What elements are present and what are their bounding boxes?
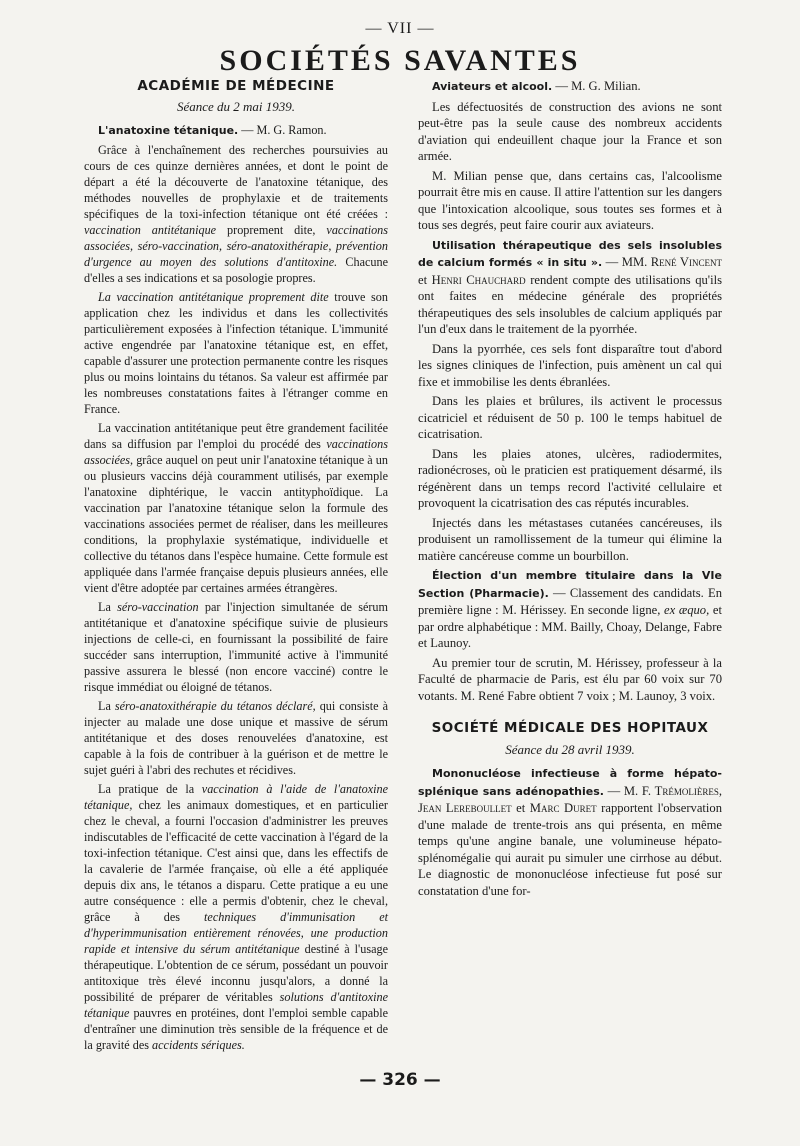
paragraph: Dans les plaies atones, ulcères, radiodermites, radionécroses, où le praticien est pratiquement désarmé, ils régénèrent dans un temps record l'activité cellulaire et provoquent la cicatrisation des cas réputés incurables. bbox=[418, 446, 722, 510]
paragraph: Dans la pyorrhée, ces sels font disparaître tout d'abord les signes cliniques de l'infection, puis amènent un cal qui fixe et immobilise les dents ébranlées. bbox=[418, 341, 722, 389]
section-title-hopitaux: SOCIÉTÉ MÉDICALE DES HOPITAUX bbox=[431, 720, 709, 736]
page-number: — 326 — bbox=[359, 1070, 441, 1090]
paragraph: La vaccination antitétanique proprement dite trouve son application chez les individus et dans les collectivités particulièrement exposées à l'infection tétanique. L'immunité active engendrée par l'anatoxine tétanique est, en effet, capable d'assurer une protection permanente contre les risques plus ou moins lointains du tétanos. Sa valeur est affirmée par les nombreuses constatations faites à l'étranger comme en France. bbox=[84, 290, 388, 416]
topic-calcium: Utilisation thérapeutique des sels insolubles de calcium formés « in situ ». — MM. René Vincent et Henri Chauchard rendent compte des utilisations qu'ils ont faites en médecine générale des propriétés thérapeutiques des sels insolubles de calcium appliqués par l'un d'eux dans le traitement de la pyorrhée. bbox=[418, 238, 722, 336]
page-headline: SOCIÉTÉS SAVANTES bbox=[219, 44, 581, 77]
topic-anatoxine bbox=[84, 122, 388, 139]
paragraph: La séro-anatoxithérapie du tétanos déclaré, qui consiste à injecter au malade une dose unique et massive de sérum antitétanique et des doses renouvelées d'anatoxine, est capable à la fois de contribuer à la guérison et de mettre le sujet guéri à l'abri des rechutes et récidives. bbox=[84, 699, 388, 777]
paragraph: M. Milian pense que, dans certains cas, l'alcoolisme pourrait être mis en cause. Il attire l'attention sur les dangers que l'intoxication alcoolique, sous toutes ses formes et à tous ses degrés, peut faire courir aux aviateurs. bbox=[418, 168, 722, 232]
section-date-academie: Séance du 2 mai 1939. bbox=[176, 99, 296, 114]
left-column bbox=[84, 78, 388, 1053]
paragraph: Injectés dans les métastases cutanées cancéreuses, ils produisent un ramollissement de la tumeur qui élimine la matière cancéreuse comme un bourbillon. bbox=[418, 515, 722, 563]
paragraph: Au premier tour de scrutin, M. Hérissey, professeur à la Faculté de pharmacie de Paris, est élu par 60 voix sur 70 votants. M. René Fabre obtient 7 voix ; M. Launoy, 3 voix. bbox=[418, 655, 722, 703]
paragraph: Grâce à l'enchaînement des recherches poursuivies au cours de ces quinze dernières années, et dont le point de départ a été la découverte de l'anatoxine tétanique, des méthodes nouvelles de prophylaxie et de traitements spécifiques de la toxi-infection tétanique ont été créées : vaccination antitétanique proprement dite, vaccinations associées, séro-vaccination, séro-anatoxithérapie, prévention d'urgence au moyen des solutions d'antitoxine. Chacune d'elles a ses indications et sa posologie propres. bbox=[84, 143, 389, 285]
section-title-academie: ACADÉMIE DE MÉDECINE bbox=[137, 78, 335, 94]
section-date-hopitaux: Séance du 28 avril 1939. bbox=[505, 741, 635, 757]
topic-election: Élection d'un membre titulaire dans la VIe Section (Pharmacie). — Classement des candidats. En première ligne : M. Hérissey. En seconde ligne, ex æquo, et par ordre alphabétique : MM. Bailly, Choay, Delange, Fabre et Launoy. bbox=[418, 569, 722, 650]
roman-page-numeral: — VII — bbox=[365, 20, 435, 37]
topic-title: L'anatoxine tétanique. bbox=[98, 124, 239, 137]
paragraph: La pratique de la vaccination à l'aide de l'anatoxine tétanique, chez les animaux domestiques, et en particulier chez le cheval, a fourni l'occasion d'administrer les preuves indiscutables de l'efficacité de cette vaccination à l'égard de la toxi-infection tétanique. C'est ainsi que, dans les effectifs de la cavalerie de l'armée française, où elle a été appliquée depuis dix ans, le tétanos a disparu. Cette pratique a eu une autre conséquence : elle a permis d'obtenir, chez le cheval, grâce à des techniques d'immunisation et d'hyperimmunisation entièrement rénovées, une production rapide et intensive du sérum antitétanique destiné à l'usage thérapeutique. L'obtention de ce sérum, possédant un pouvoir antitoxique très élevé inconnu jusqu'alors, a donné la possibilité de préparer de véritables solutions d'antitoxine tétanique pauvres en protéines, dont l'emploi semble capable d'entraîner une diminution très sensible de la fréquence et de la gravité des accidents sériques. bbox=[84, 782, 388, 1052]
topic-mononucleose: Mononucléose infectieuse à forme hépato-splénique sans adénopathies. — M. F. Trémolières, Jean Lereboullet et Marc Duret rapportent l'observation d'une malade de trente-trois ans qui présenta, en même temps qu'une angine banale, une volumineuse hépato-splénomégalie qui aurait pu simuler une cirrhose au début. Le diagnostic de mononucléose infectieuse fut posé sur constatation d'une for- bbox=[418, 767, 722, 898]
paragraph: La vaccination antitétanique peut être grandement facilitée dans sa diffusion par l'emploi du procédé des vaccinations associées, grâce auquel on peut unir l'anatoxine tétanique à un ou plusieurs vaccins déjà couramment utilisés, par exemple l'anatoxine diphtérique, le vaccin antityphoïdique. La vaccination par l'anatoxine tétanique selon la formule des vaccinations associées permet de réaliser, dans les meilleures conditions, la prophylaxie systématique, individuelle et collective du tétanos dans l'espèce humaine. Cette formule est appliquée dans l'armée française depuis plusieurs années, elle vient d'être adoptée par certaines armées étrangères. bbox=[84, 421, 388, 595]
topic-aviateurs: Aviateurs et alcool. — M. G. Milian. bbox=[432, 79, 641, 93]
paragraph: Les défectuosités de construction des avions ne sont peut-être pas la seule cause des nombreux accidents d'aviation qui endeuillent chaque jour la France et son armée. bbox=[418, 99, 722, 163]
topic-author: — M. G. Ramon. bbox=[238, 123, 327, 137]
right-column bbox=[418, 78, 722, 899]
paragraph: La séro-vaccination par l'injection simultanée de sérum antitétanique et d'anatoxine spécifique suivie de plusieurs injections de celle-ci, en fournissant la possibilité de faire succéder sans interruption, l'immunité active à l'immunité passive assurera le blessé (non encore vacciné) contre le risque immédiat ou éloigné de tétanos. bbox=[84, 600, 388, 694]
paragraph: Dans les plaies et brûlures, ils activent le processus cicatriciel et réduisent de 50 p. 100 le temps habituel de cicatrisation. bbox=[418, 394, 722, 441]
